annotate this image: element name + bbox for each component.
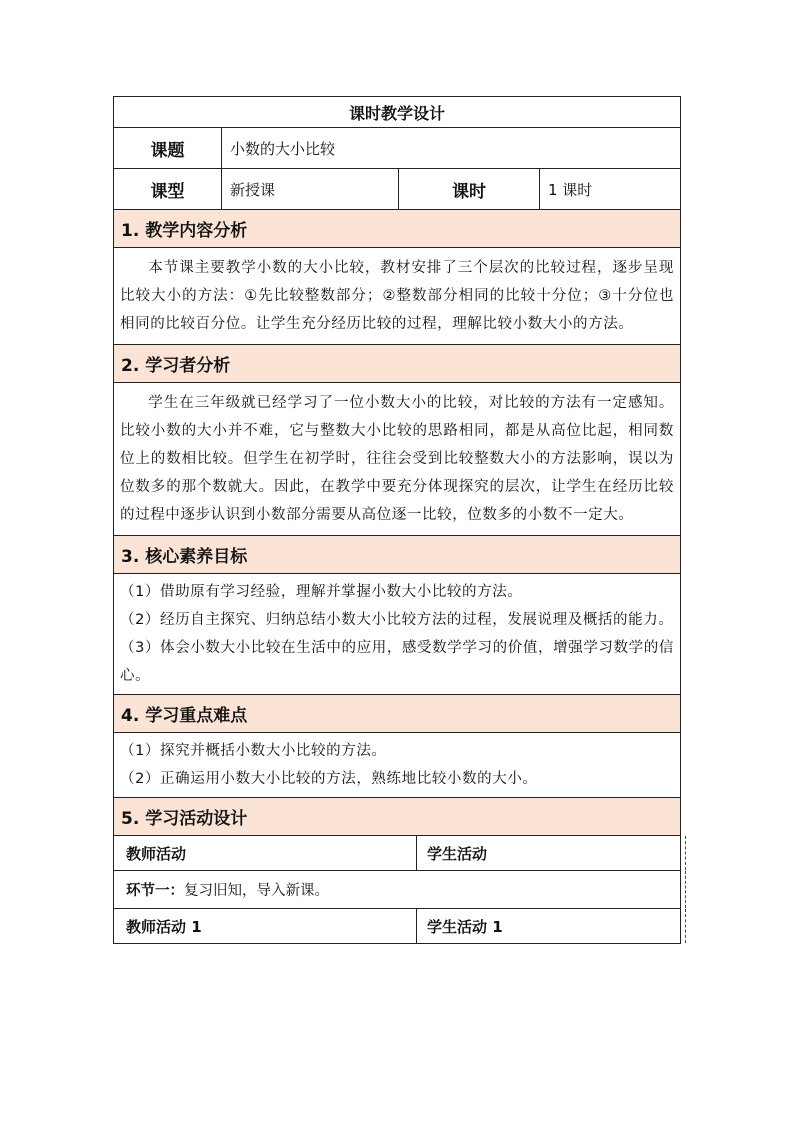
section-1-text: 本节课主要教学小数的大小比较，教材安排了三个层次的比较过程，逐步呈现比较大小的方法：①先比较整数部分；②整数部分相同的比较十分位；③十分位也相同的比较百分位。让学生充分经历比较的过程，理解比较小数大小的方法。: [120, 260, 674, 332]
table-title-row: [113, 96, 681, 128]
student-activity-header: 学生活动: [416, 836, 680, 870]
step-1-text: 复习旧知，导入新课。: [184, 883, 329, 899]
student-activity-1-header: 学生活动 1: [416, 909, 680, 943]
section-4-heading: [113, 695, 681, 733]
activity-header-row: [113, 836, 681, 871]
hours-label: 课时: [398, 169, 539, 209]
step-1-label: 环节一：: [126, 883, 184, 899]
activity-1-header-row: [113, 909, 681, 944]
section-3-content: [113, 574, 681, 695]
section-2-content: [113, 383, 681, 536]
section-1-content: [113, 248, 681, 345]
goal-item-3: （3）体会小数大小比较在生活中的应用，感受数学学习的价值，增强学习数学的信心。: [120, 640, 674, 684]
teacher-activity-header: 教师活动: [126, 844, 187, 863]
key-point-item-1: （1）探究并概括小数大小比较的方法。: [120, 743, 387, 759]
section-2-text: 学生在三年级就已经学习了一位小数大小的比较，对比较的方法有一定感知。比较小数的大小并不难，它与整数大小比较的思路相同，都是从高位比起，相同数位上的数相比较。但学生在初学时，往往会受到比较整数大小的方法影响，误以为位数多的那个数就大。因此，在教学中要充分体现探究的层次，让学生在经历比较的过程中逐步认识到小数部分需要从高位逐一比较，位数多的小数不一定大。: [120, 395, 674, 523]
section-1-heading: [113, 210, 681, 248]
type-value: 新授课: [221, 169, 398, 209]
section-4-content: [113, 733, 681, 798]
type-row: [113, 169, 681, 210]
section-1-title: 1. 教学内容分析: [121, 221, 248, 241]
section-3-title: 3. 核心素养目标: [121, 547, 248, 567]
hours-value: 1 课时: [539, 169, 680, 209]
step-1-row: [113, 871, 681, 909]
section-2-heading: [113, 345, 681, 383]
topic-label: 课题: [150, 140, 185, 161]
teacher-activity-1-header: 教师活动 1: [126, 917, 202, 936]
goal-item-2: （2）经历自主探究、归纳总结小数大小比较方法的过程，发展说理及概括的能力。: [120, 612, 674, 628]
type-label: 课型: [150, 181, 185, 202]
section-3-heading: [113, 536, 681, 574]
table-title: 课时教学设计: [348, 103, 445, 123]
key-point-item-2: （2）正确运用小数大小比较的方法，熟练地比较小数的大小。: [120, 771, 538, 787]
goal-item-1: （1）借助原有学习经验，理解并掌握小数大小比较的方法。: [120, 584, 523, 600]
lesson-plan-table: [113, 96, 681, 944]
section-2-title: 2. 学习者分析: [121, 356, 231, 376]
section-5-heading: [113, 798, 681, 836]
section-4-title: 4. 学习重点难点: [121, 706, 248, 726]
topic-value: 小数的大小比较: [221, 128, 680, 168]
topic-row: [113, 128, 681, 169]
section-5-title: 5. 学习活动设计: [121, 809, 248, 829]
